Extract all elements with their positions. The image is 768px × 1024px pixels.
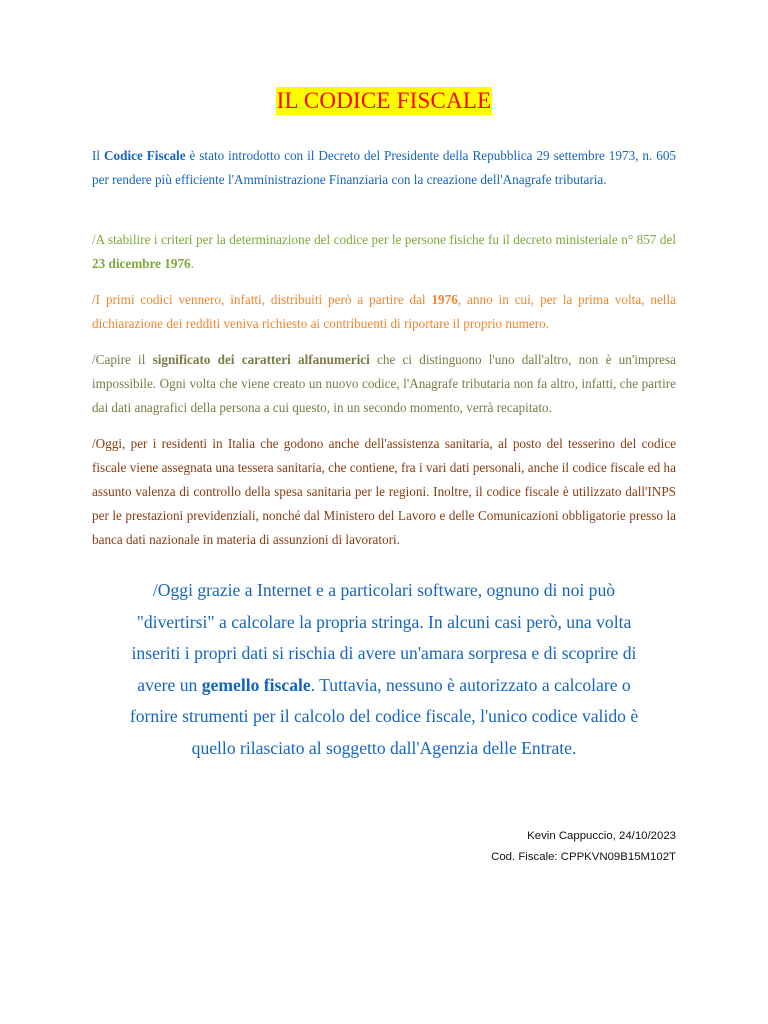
paragraph-text: è stato introdotto con il Decreto del Presidente della Repubblica 29 settembre 1973, n. 605 per rendere più efficiente l'Amministrazione Finanziaria con la creazione dell'Anagrafe tributaria. [92,148,677,187]
paragraph-text: /I primi codici vennero, infatti, distribuiti però a partire dal [92,292,432,307]
paragraph-bold-text: 1976 [431,292,458,307]
paragraph-bold-text: 23 dicembre 1976 [92,256,191,271]
paragraph-text: /Oggi, per i residenti in Italia che godono anche dell'assistenza sanitaria, al posto del tesserino del codice fiscale viene assegnata una tessera sanitaria, che contiene, fra i vari dati personali, anche il codice fiscale ed ha assunto valenza di controllo della spesa sanitaria per le regioni. Inoltre, il codice fiscale è utilizzato dall'INPS per le prestazioni previdenziali, nonché dal Ministero del Lavoro e delle Comunicazioni obbligatorie presso la banca dati nazionale in materia di assunzioni di lavoratori. [92,436,676,547]
paragraph-text: che ci distinguono l'uno dall'altro, non è un'impresa impossibile. Ogni volta che viene creato un nuovo codice, l'Anagrafe tributaria non fa altro, infatti, che partire dai dati anagrafici della persona a cui questo, in un secondo momento, verrà recapitato. [92,352,676,415]
paragraph-first-codes [92,288,676,336]
paragraph-meaning [92,348,676,420]
paragraph-text: . [190,256,194,271]
paragraph-health-card [92,432,676,552]
paragraph-introduction [92,144,676,192]
paragraph-text: Il [92,148,104,163]
paragraph-criteria [92,228,676,276]
quote-bold-text: gemello fiscale [201,674,311,695]
paragraph-text: , anno in cui, per la prima volta, nella dichiarazione dei redditi veniva richiesto ai contribuenti di riportare il proprio numero. [92,292,676,331]
paragraph-text: /Capire il [92,352,153,367]
quote-text: /Oggi grazie a Internet e a particolari software, ognuno di noi può "divertirsi" a calcolare la propria stringa. In alcuni casi però, una volta inseriti i propri dati si rischia di avere un'amara sorpresa e di scoprire di avere un [131,580,637,695]
page-title: IL CODICE FISCALE [276,88,492,113]
quote-text: . Tuttavia, nessuno è autorizzato a calcolare o fornire strumenti per il calcolo del codice fiscale, l'unico codice valido è quello rilasciato al soggetto dall'Agenzia delle Entrate. [129,674,639,758]
signature-fiscal-code: Cod. Fiscale: CPPKVN09B15M102T [491,851,676,863]
paragraph-text: /A stabilire i criteri per la determinazione del codice per le persone fisiche fu il decreto ministeriale n° 857 del [92,232,676,247]
title-container [0,87,768,115]
signature-author: Kevin Cappuccio, 24/10/2023 [527,830,676,842]
closing-quote [112,575,656,765]
paragraph-bold-text: significato dei caratteri alfanumerici [152,352,370,367]
paragraph-bold-text: Codice Fiscale [104,148,186,163]
